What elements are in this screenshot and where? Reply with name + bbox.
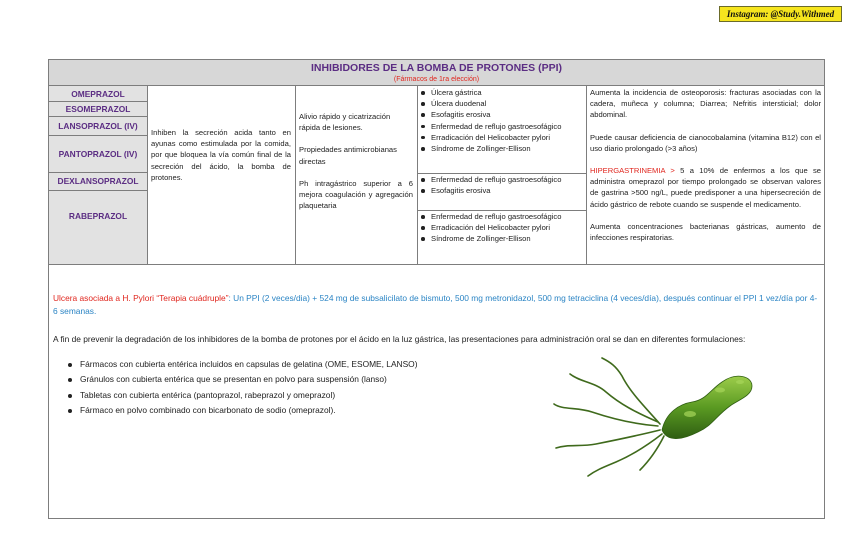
adverse-infections: Aumenta concentraciones bacterianas gástricas, aumento de infecciones respiratorias.	[590, 221, 821, 243]
drug-lansoprazol: LANSOPRAZOL (IV)	[58, 120, 138, 131]
mechanism-text: Inhiben la secreción acida tanto en ayunas como estimulada por la comida, por que bloquea la vía común final de la secreción del ácido, la bomba de protones.	[151, 128, 291, 182]
indication-item: Síndrome de Zollinger-Ellison	[418, 143, 586, 154]
table-title: INHIBIDORES DE LA BOMBA DE PROTONES (PPI)	[310, 62, 563, 74]
indication-item: Enfermedad de reflujo gastroesofágico	[418, 211, 586, 222]
effects-block	[299, 111, 413, 211]
indication-item: Erradicación del Helicobacter pylori	[418, 132, 586, 143]
effect-healing: Alivio rápido y cicatrización rápida de lesiones.	[299, 112, 391, 133]
ulcer-therapy-label: Ulcera asociada a H. Pylori “Terapia cuádruple”	[53, 293, 229, 303]
col-divider	[147, 86, 148, 265]
indication-item: Síndrome de Zollinger-Ellison	[418, 233, 586, 244]
formulation-item: Tabletas con cubierta entérica (pantoprazol, rabeprazol y omeprazol)	[53, 388, 523, 403]
drug-esomeprazol: ESOMEPRAZOL	[65, 103, 131, 114]
indication-item: Esofagitis erosiva	[418, 185, 586, 196]
drug-rabeprazol: RABEPRAZOL	[68, 211, 128, 221]
hypergastrinemia-label: HIPERGASTRINEMIA >	[590, 166, 675, 176]
drug-pantoprazol: PANTOPRAZOL (IV)	[58, 148, 138, 159]
adverse-effects	[590, 87, 821, 243]
drug-omeprazol: OMEPRAZOL	[71, 88, 125, 99]
adverse-b12: Puede causar deficiencia de cianocobalamina (vitamina B12) con el uso diario prolongado (>3 años)	[590, 132, 821, 153]
adverse-hypergastrinemia: HIPERGASTRINEMIA > 5 a 10% de enfermos a los que se administra omeprazol por tiempo prolongado se observan valores de gastrina >500 ng/L, puede predisponer a una hipersecreción de ácido gástrico de rebote cuando se suspende el medicamento.	[590, 166, 821, 209]
indications-group-1	[418, 87, 586, 154]
effect-antimicrobial: Propiedades antimicrobianas directas	[299, 145, 397, 166]
formulations-list	[53, 357, 523, 419]
indication-item: Enfermedad de reflujo gastroesofágico	[418, 121, 586, 132]
drug-dexlansoprazol: DEXLANSOPRAZOL	[57, 176, 139, 186]
indications-group-2	[418, 174, 586, 196]
table-header	[49, 60, 824, 86]
h-pylori-illustration	[540, 352, 760, 480]
adverse-osteoporosis: Aumenta la incidencia de osteoporosis: fracturas asociadas con la cadera, muñeca y columna; Diarrea; Nefritis intersticial; dolor abdominal.	[590, 88, 821, 120]
instagram-badge: Instagram: @Study.Withmed	[719, 6, 842, 22]
formulations-intro: A fin de prevenir la degradación de los inhibidores de la bomba de protones por el ácido en la luz gástrica, las presentaciones para administración oral se dan en diferentes formulaciones:	[53, 334, 746, 344]
flagella	[554, 358, 664, 476]
indication-item: Erradicación del Helicobacter pylori	[418, 222, 586, 233]
indications-group-3	[418, 211, 586, 245]
col-divider	[586, 86, 587, 265]
indication-item: Esofagitis erosiva	[418, 109, 586, 120]
table-subtitle: (Fármacos de 1ra elección)	[393, 76, 480, 83]
indication-item: Enfermedad de reflujo gastroesofágico	[418, 174, 586, 185]
col-divider	[295, 86, 296, 265]
indication-item: Úlcera gástrica	[418, 87, 586, 98]
bacteria-body	[662, 376, 752, 438]
formulation-item: Fármacos con cubierta entérica incluidos en capsulas de gelatina (OME, ESOME, LANSO)	[53, 357, 523, 372]
row-divider	[49, 264, 824, 265]
ulcer-therapy	[53, 292, 821, 317]
effect-ph: Ph intragástrico superior a 6 mejora coagulación y agregación plaquetaria	[299, 178, 413, 211]
formulation-item: Gránulos con cubierta entérica que se presentan en polvo para suspensión (lanso)	[53, 372, 523, 387]
formulation-item: Fármaco en polvo combinado con bicarbonato de sodio (omeprazol).	[53, 403, 523, 418]
ulcer-therapy-text: : Un PPI (2 veces/dia) + 524 mg de subsalicilato de bismuto, 500 mg metronidazol, 500 mg tetraciclina (4 veces/día), después continuar el PPI 1 vez/día por 4-6 semanas.	[53, 293, 818, 316]
indication-item: Úlcera duodenal	[418, 98, 586, 109]
